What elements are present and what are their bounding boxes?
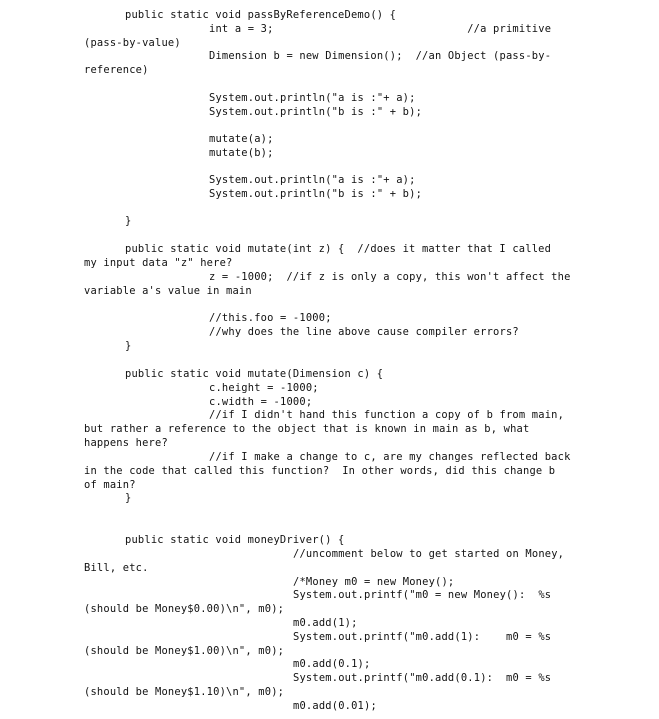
code-line: (should be Money$0.00)\n", m0); <box>84 603 285 615</box>
code-line: c.width = -1000; <box>209 396 313 408</box>
code-line: public static void passByReferenceDemo() { <box>125 9 397 21</box>
code-line: //if I didn't hand this function a copy of b from main, <box>209 409 565 421</box>
code-line: System.out.println("a is :"+ a); <box>209 174 416 186</box>
code-line: public static void mutate(Dimension c) { <box>125 368 384 380</box>
code-line: } <box>125 215 132 227</box>
code-line: System.out.println("a is :"+ a); <box>209 92 416 104</box>
code-line: //if I make a change to c, are my changes reflected back <box>209 451 571 463</box>
code-line: public static void mutate(int z) { //does it matter that I called <box>125 243 552 255</box>
code-line: happens here? <box>84 437 168 449</box>
code-line: public static void moneyDriver() { <box>125 534 345 546</box>
code-line: int a = 3; //a primitive <box>209 23 552 35</box>
code-line: Bill, etc. <box>84 562 149 574</box>
code-line: System.out.printf("m0.add(0.1): m0 = %s <box>293 672 552 684</box>
code-line: (pass-by-value) <box>84 37 181 49</box>
code-line: (should be Money$1.10)\n", m0); <box>84 686 285 698</box>
code-line: } <box>125 492 132 504</box>
code-line: //uncomment below to get started on Money, <box>293 548 565 560</box>
code-line: but rather a reference to the object that is known in main as b, what <box>84 423 530 435</box>
code-line: of main? <box>84 479 136 491</box>
code-line: //why does the line above cause compiler errors? <box>209 326 519 338</box>
code-line: m0.add(0.01); <box>293 700 377 712</box>
code-line: System.out.printf("m0.add(1): m0 = %s <box>293 631 552 643</box>
code-line: System.out.println("b is :" + b); <box>209 106 423 118</box>
code-line: Dimension b = new Dimension(); //an Object (pass-by- <box>209 50 552 62</box>
code-line: (should be Money$1.00)\n", m0); <box>84 645 285 657</box>
code-line: in the code that called this function? In other words, did this change b <box>84 465 556 477</box>
code-line: m0.add(0.1); <box>293 658 371 670</box>
code-line: } <box>125 340 132 352</box>
code-line: System.out.println("b is :" + b); <box>209 188 423 200</box>
code-line: c.height = -1000; <box>209 382 319 394</box>
code-line: z = -1000; //if z is only a copy, this won't affect the <box>209 271 571 283</box>
code-line: System.out.printf("m0 = new Money(): %s <box>293 589 552 601</box>
code-line: my input data "z" here? <box>84 257 233 269</box>
code-line: mutate(b); <box>209 147 274 159</box>
code-line: //this.foo = -1000; <box>209 312 332 324</box>
code-line: m0.add(1); <box>293 617 358 629</box>
code-line: reference) <box>84 64 149 76</box>
code-line: variable a's value in main <box>84 285 252 297</box>
code-line: mutate(a); <box>209 133 274 145</box>
code-line: /*Money m0 = new Money(); <box>293 576 455 588</box>
